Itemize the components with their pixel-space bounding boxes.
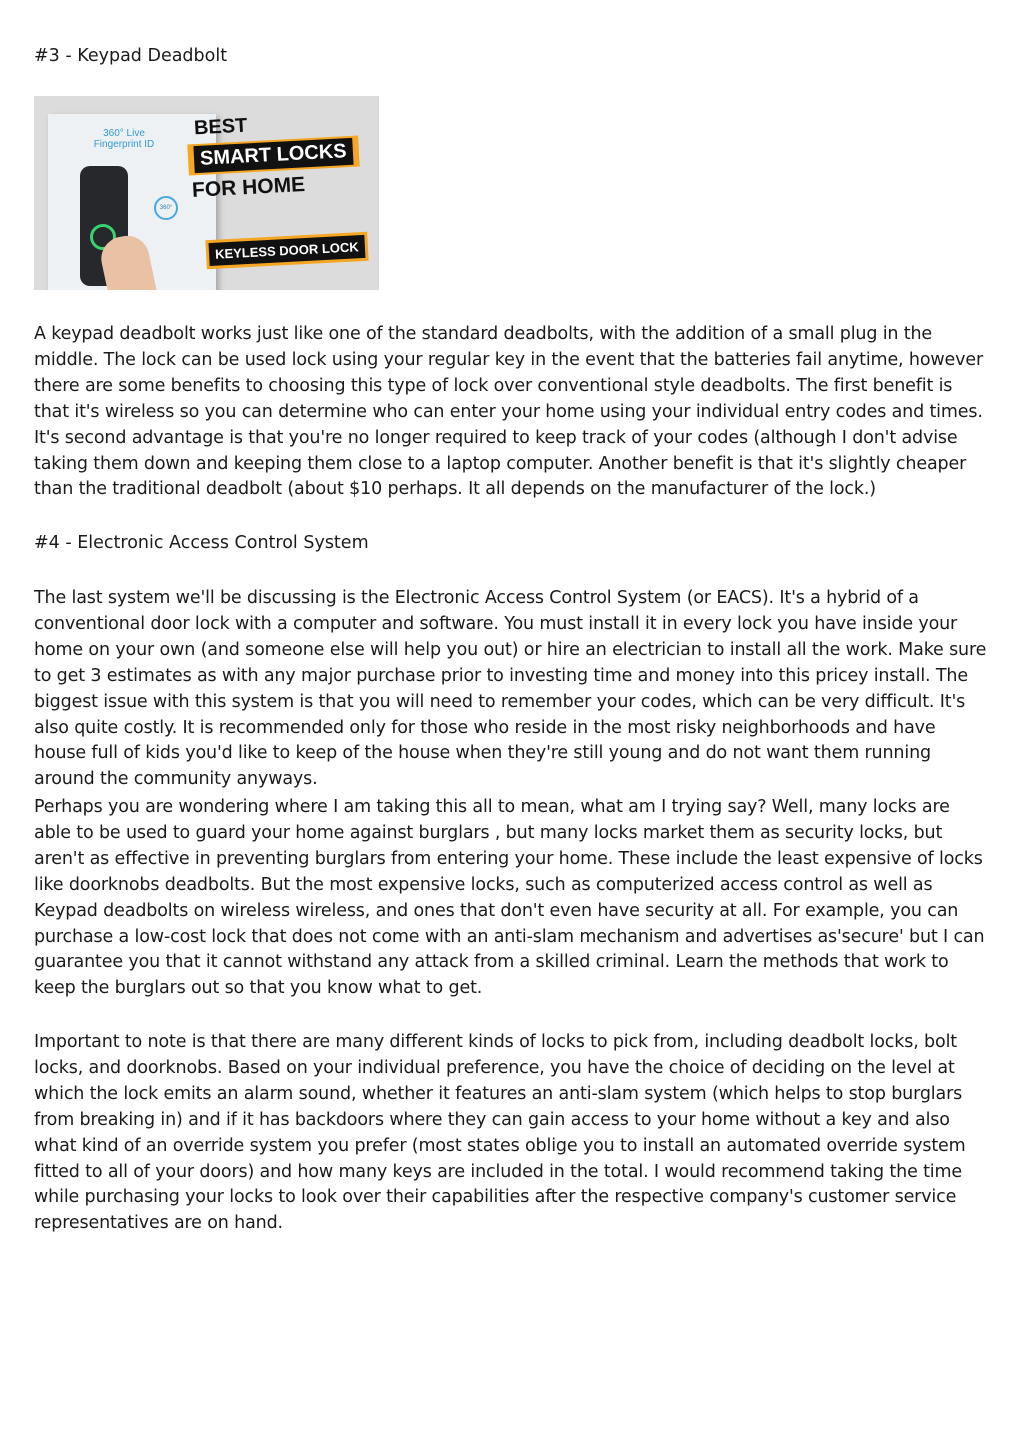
keyless-badge — [205, 232, 368, 269]
banner-title-line3: FOR HOME — [191, 173, 306, 202]
smart-locks-banner-image — [34, 96, 379, 290]
paragraph-eacs: The last system we'll be discussing is the Electronic Access Control System (or EACS). It's a hybrid of a conventional door lock with a computer and software. You must install it in every lock you have inside your home on your own (and someone else will help you out) or hire an electrician to install all the work. Make sure to get 3 estimates as with any major purchase prior to investing time and money into this pricey install. The biggest issue with this system is that you will need to remember your codes, which can be very difficult. It's also quite costly. It is recommended only for those who reside in the most risky neighborhoods and have house full of kids you'd like to keep of the house when they're still young and do not want them running around the community anyways. — [34, 588, 987, 790]
banner-title-line1: BEST — [193, 114, 248, 140]
keyless-badge-text: KEYLESS DOOR LOCK — [209, 235, 366, 266]
paragraph-lock-effectiveness: Perhaps you are wondering where I am taking this all to mean, what am I trying say? Well, many locks are able to be used to guard your home against burglars , but many locks market them as security locks, but aren't as effective in preventing burglars from entering your home. These include the least expensive of locks like doorknobs deadbolts. But the most expensive locks, such as computerized access control as well as Keypad deadbolts on wireless wireless, and ones that don't even have security at all. For example, you can purchase a low-cost lock that does not come with an anti-slam mechanism and advertises as'secure' but I can guarantee you that it cannot withstand any attack from a skilled criminal. Learn the methods that work to keep the burglars out so that you know what to get. — [34, 797, 985, 999]
section-heading-keypad-deadbolt: #3 - Keypad Deadbolt — [34, 46, 228, 66]
paragraph-keypad-deadbolt: A keypad deadbolt works just like one of the standard deadbolts, with the addition of a small plug in the middle. The lock can be used lock using your regular key in the event that the batteries fail anytime, however there are some benefits to choosing this type of lock over conventional style deadbolts. The first benefit is that it's wireless so you can determine who can enter your home using your individual entry codes and times. It's second advantage is that you're no longer required to keep track of your codes (although I don't advise taking them down and keeping them close to a laptop computer. Another benefit is that it's slightly cheaper than the traditional deadbolt (about $10 perhaps. It all depends on the manufacturer of the lock.) — [34, 324, 984, 500]
box-caption: 360° Live Fingerprint ID — [93, 128, 155, 150]
banner-title-line2-text: SMART LOCKS — [193, 138, 353, 173]
section-heading-eacs: #4 - Electronic Access Control System — [34, 533, 369, 553]
paragraph-lock-types: Important to note is that there are many different kinds of locks to pick from, including deadbolt locks, bolt locks, and doorknobs. Based on your individual preference, you have the choice of deciding on the level at which the lock emits an alarm sound, whether it features an anti-slam system (which helps to stop burglars from breaking in) and if it has backdoors where they can gain access to your home without a key and also what kind of an override system you prefer (most states oblige you to install an automated override system fitted to all of your doors) and how many keys are included in the total. I would recommend taking the time while purchasing your locks to look over their capabilities after the respective company's customer service representatives are on hand. — [34, 1032, 966, 1234]
rotation-360-icon: 360° — [154, 196, 178, 220]
